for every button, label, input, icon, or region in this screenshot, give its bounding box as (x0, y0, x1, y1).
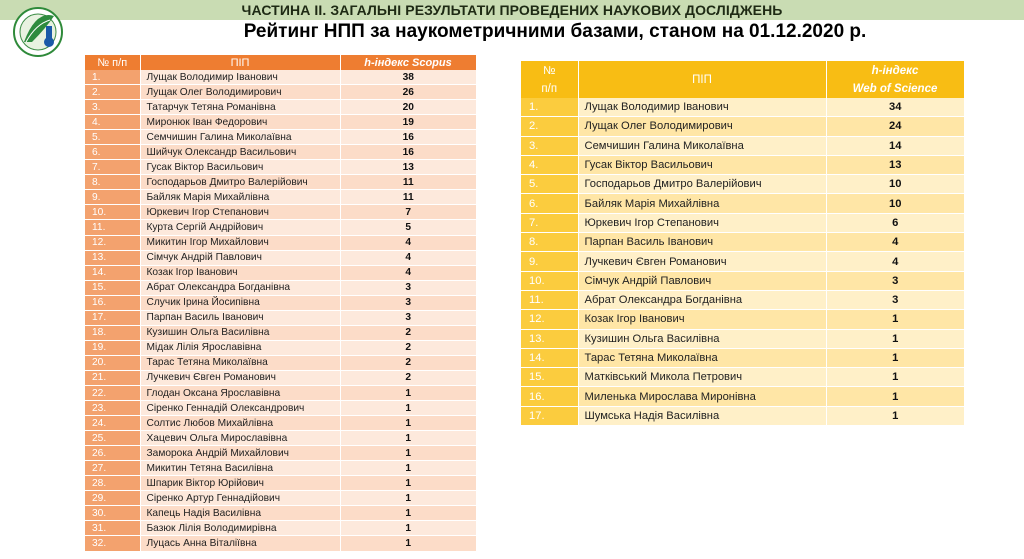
row-name: Случик Ірина Йосипівна (140, 295, 340, 310)
row-h-index: 2 (340, 325, 476, 340)
row-number: 14. (521, 348, 578, 367)
row-number: 2. (85, 85, 140, 100)
row-h-index: 13 (340, 160, 476, 175)
table-row (85, 521, 476, 536)
row-name: Господарьов Дмитро Валерійович (140, 175, 340, 190)
row-h-index: 11 (340, 175, 476, 190)
row-h-index: 34 (826, 98, 964, 117)
row-number: 18. (85, 325, 140, 340)
row-h-index: 1 (826, 310, 964, 329)
table-row (85, 401, 476, 416)
row-h-index: 24 (826, 117, 964, 136)
row-h-index: 16 (340, 145, 476, 160)
row-number: 3. (521, 136, 578, 155)
row-number: 15. (85, 280, 140, 295)
row-h-index: 7 (340, 205, 476, 220)
row-number: 31. (85, 521, 140, 536)
row-h-index: 1 (340, 416, 476, 431)
table-row (521, 406, 964, 425)
row-h-index: 2 (340, 355, 476, 370)
table-row (521, 271, 964, 290)
row-number: 11. (521, 290, 578, 309)
row-number: 13. (521, 329, 578, 348)
row-number: 24. (85, 416, 140, 431)
table-row (85, 491, 476, 506)
row-h-index: 1 (340, 536, 476, 551)
row-name: Тарас Тетяна Миколаївна (140, 355, 340, 370)
row-h-index: 1 (340, 461, 476, 476)
row-number: 17. (521, 406, 578, 425)
row-h-index: 1 (340, 446, 476, 461)
table-row (85, 235, 476, 250)
row-h-index: 5 (340, 220, 476, 235)
table-row (521, 310, 964, 329)
row-number: 16. (521, 387, 578, 406)
table-row (85, 295, 476, 310)
column-header-name: ПІП (140, 55, 340, 70)
row-number: 21. (85, 370, 140, 385)
row-name: Хацевич Ольга Мирославівна (140, 431, 340, 446)
wos-ranking-table (521, 61, 965, 426)
table-row (85, 461, 476, 476)
row-h-index: 3 (340, 310, 476, 325)
table-row (85, 175, 476, 190)
row-h-index: 20 (340, 100, 476, 115)
row-h-index: 1 (340, 491, 476, 506)
row-name: Шпарик Віктор Юрійович (140, 476, 340, 491)
row-number: 11. (85, 220, 140, 235)
column-header-number (521, 61, 578, 98)
row-h-index: 19 (340, 115, 476, 130)
table-row (85, 355, 476, 370)
row-h-index: 2 (340, 340, 476, 355)
row-number: 22. (85, 385, 140, 400)
row-number: 3. (85, 100, 140, 115)
table-row (85, 145, 476, 160)
row-number: 1. (85, 70, 140, 85)
row-name: Мідак Лілія Ярославівна (140, 340, 340, 355)
column-header-wos-index (826, 61, 964, 98)
row-name: Лучкевич Євген Романович (578, 252, 826, 271)
table-row (521, 213, 964, 232)
row-h-index: 1 (340, 401, 476, 416)
table-row (85, 506, 476, 521)
row-number: 28. (85, 476, 140, 491)
row-h-index: 26 (340, 85, 476, 100)
row-h-index: 1 (826, 329, 964, 348)
row-h-index: 4 (826, 233, 964, 252)
section-title: ЧАСТИНА ІІ. ЗАГАЛЬНІ РЕЗУЛЬТАТИ ПРОВЕДЕНИХ НАУКОВИХ ДОСЛІДЖЕНЬ (241, 2, 783, 18)
row-h-index: 4 (826, 252, 964, 271)
row-h-index: 3 (826, 271, 964, 290)
row-name: Солтис Любов Михайлівна (140, 416, 340, 431)
row-name: Микитин Тетяна Василівна (140, 461, 340, 476)
row-name: Юркевич Ігор Степанович (578, 213, 826, 232)
table-row (521, 368, 964, 387)
row-number: 6. (521, 194, 578, 213)
header-num-line2: п/п (541, 82, 558, 95)
row-h-index: 1 (826, 368, 964, 387)
row-name: Гусак Віктор Васильович (578, 155, 826, 174)
row-number: 5. (85, 130, 140, 145)
row-number: 9. (85, 190, 140, 205)
row-name: Сіренко Геннадій Олександрович (140, 401, 340, 416)
row-name: Юркевич Ігор Степанович (140, 205, 340, 220)
row-name: Сімчук Андрій Павлович (140, 250, 340, 265)
table-row (85, 310, 476, 325)
row-name: Семчишин Галина Миколаївна (578, 136, 826, 155)
row-h-index: 1 (826, 387, 964, 406)
row-h-index: 10 (826, 175, 964, 194)
row-number: 8. (521, 233, 578, 252)
table-row (521, 290, 964, 309)
row-number: 13. (85, 250, 140, 265)
table-row (521, 175, 964, 194)
column-header-name: ПІП (578, 61, 826, 98)
row-number: 7. (521, 213, 578, 232)
header-index-line2: Web of Science (852, 82, 938, 95)
table-row (521, 98, 964, 117)
scopus-ranking-table (85, 55, 477, 552)
row-number: 5. (521, 175, 578, 194)
row-number: 17. (85, 310, 140, 325)
row-h-index: 1 (340, 521, 476, 536)
row-name: Байляк Марія Михайлівна (140, 190, 340, 205)
table-row (521, 329, 964, 348)
table-row (85, 205, 476, 220)
row-h-index: 14 (826, 136, 964, 155)
row-number: 20. (85, 355, 140, 370)
table-row (85, 385, 476, 400)
table-row (85, 190, 476, 205)
row-number: 4. (521, 155, 578, 174)
row-number: 8. (85, 175, 140, 190)
row-h-index: 1 (826, 406, 964, 425)
row-number: 27. (85, 461, 140, 476)
row-name: Козак Ігор Іванович (578, 310, 826, 329)
row-number: 10. (85, 205, 140, 220)
row-name: Базюк Лілія Володимирівна (140, 521, 340, 536)
row-number: 7. (85, 160, 140, 175)
row-h-index: 1 (340, 431, 476, 446)
row-number: 25. (85, 431, 140, 446)
row-number: 16. (85, 295, 140, 310)
row-number: 15. (521, 368, 578, 387)
row-name: Кузишин Ольга Василівна (578, 329, 826, 348)
wos-table-header (521, 61, 964, 98)
table-row (85, 160, 476, 175)
row-name: Капець Надія Василівна (140, 506, 340, 521)
row-name: Шумська Надія Василівна (578, 406, 826, 425)
table-row (521, 155, 964, 174)
row-name: Татарчук Тетяна Романівна (140, 100, 340, 115)
row-number: 32. (85, 536, 140, 551)
row-name: Шийчук Олександр Васильович (140, 145, 340, 160)
row-name: Байляк Марія Михайлівна (578, 194, 826, 213)
table-row (85, 100, 476, 115)
table-row (521, 194, 964, 213)
row-name: Семчишин Галина Миколаївна (140, 130, 340, 145)
row-name: Абрат Олександра Богданівна (578, 290, 826, 309)
table-row (85, 265, 476, 280)
row-name: Курта Сергій Андрійович (140, 220, 340, 235)
row-h-index: 4 (340, 265, 476, 280)
column-header-scopus-index: h-індекс Scopus (340, 55, 476, 70)
table-row (521, 233, 964, 252)
row-name: Гусак Віктор Васильович (140, 160, 340, 175)
row-h-index: 6 (826, 213, 964, 232)
row-name: Лущак Олег Володимирович (140, 85, 340, 100)
row-number: 14. (85, 265, 140, 280)
row-name: Лущак Володимир Іванович (140, 70, 340, 85)
row-h-index: 13 (826, 155, 964, 174)
table-row (85, 130, 476, 145)
table-row (85, 220, 476, 235)
row-h-index: 1 (340, 385, 476, 400)
row-name: Сімчук Андрій Павлович (578, 271, 826, 290)
row-name: Абрат Олександра Богданівна (140, 280, 340, 295)
page-subtitle: Рейтинг НПП за наукометричними базами, станом на 01.12.2020 р. (243, 21, 867, 42)
row-name: Сіренко Артур Геннадійович (140, 491, 340, 506)
table-row (85, 340, 476, 355)
table-row (85, 280, 476, 295)
row-h-index: 38 (340, 70, 476, 85)
row-h-index: 1 (340, 506, 476, 521)
row-name: Парпан Василь Іванович (578, 233, 826, 252)
row-number: 19. (85, 340, 140, 355)
row-number: 26. (85, 446, 140, 461)
row-h-index: 3 (826, 290, 964, 309)
row-name: Тарас Тетяна Миколаївна (578, 348, 826, 367)
header-index-line1: h-індекс (871, 64, 919, 77)
row-h-index: 11 (340, 190, 476, 205)
row-h-index: 4 (340, 250, 476, 265)
row-number: 6. (85, 145, 140, 160)
table-row (85, 250, 476, 265)
row-name: Миленька Мирослава Миронівна (578, 387, 826, 406)
row-name: Кузишин Ольга Василівна (140, 325, 340, 340)
row-number: 2. (521, 117, 578, 136)
table-row (85, 446, 476, 461)
row-name: Луцась Анна Віталіївна (140, 536, 340, 551)
row-name: Заморока Андрій Михайлович (140, 446, 340, 461)
table-row (85, 325, 476, 340)
table-row (521, 387, 964, 406)
row-number: 12. (521, 310, 578, 329)
row-h-index: 16 (340, 130, 476, 145)
row-name: Лущак Олег Володимирович (578, 117, 826, 136)
table-row (85, 431, 476, 446)
row-name: Миронюк Іван Федорович (140, 115, 340, 130)
row-name: Господарьов Дмитро Валерійович (578, 175, 826, 194)
table-row (85, 536, 476, 551)
header-num-line1: № (543, 64, 556, 77)
row-h-index: 4 (340, 235, 476, 250)
row-h-index: 3 (340, 295, 476, 310)
row-name: Матківський Микола Петрович (578, 368, 826, 387)
row-name: Парпан Василь Іванович (140, 310, 340, 325)
table-row (521, 348, 964, 367)
table-row (521, 136, 964, 155)
row-name: Лучкевич Євген Романович (140, 370, 340, 385)
row-name: Глодан Оксана Ярославівна (140, 385, 340, 400)
table-row (521, 252, 964, 271)
table-row (85, 416, 476, 431)
row-name: Козак Ігор Іванович (140, 265, 340, 280)
row-number: 23. (85, 401, 140, 416)
row-name: Микитин Ігор Михайлович (140, 235, 340, 250)
table-row (85, 115, 476, 130)
table-row (521, 117, 964, 136)
row-h-index: 10 (826, 194, 964, 213)
table-row (85, 370, 476, 385)
scopus-table-header (85, 55, 476, 70)
row-number: 29. (85, 491, 140, 506)
row-number: 9. (521, 252, 578, 271)
row-number: 30. (85, 506, 140, 521)
column-header-number: № п/п (85, 55, 140, 70)
row-h-index: 2 (340, 370, 476, 385)
table-row (85, 85, 476, 100)
row-number: 4. (85, 115, 140, 130)
row-h-index: 1 (826, 348, 964, 367)
table-row (85, 476, 476, 491)
row-h-index: 3 (340, 280, 476, 295)
row-number: 10. (521, 271, 578, 290)
row-number: 1. (521, 98, 578, 117)
row-h-index: 1 (340, 476, 476, 491)
table-row (85, 70, 476, 85)
row-number: 12. (85, 235, 140, 250)
row-name: Лущак Володимир Іванович (578, 98, 826, 117)
